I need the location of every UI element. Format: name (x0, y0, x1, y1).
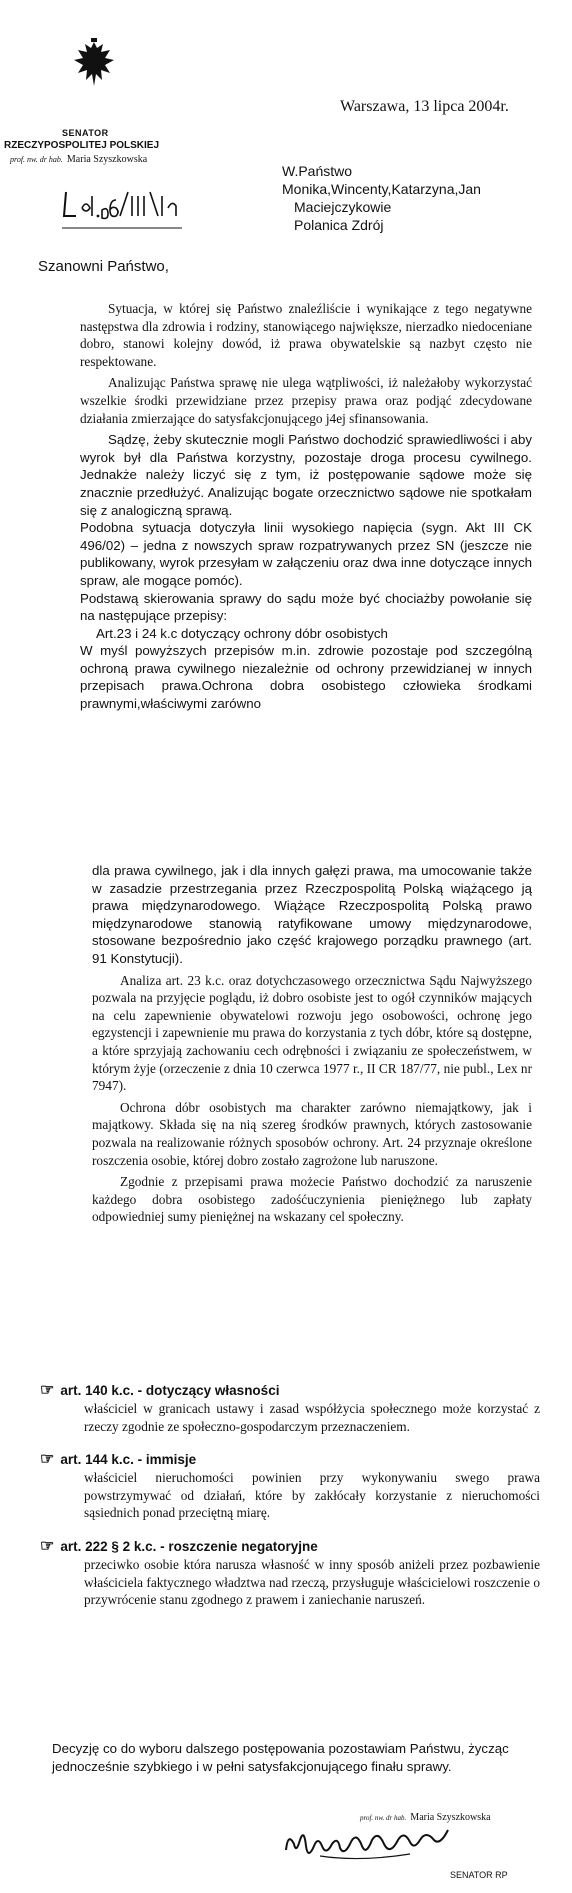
signature-role: SENATOR RP (450, 1870, 508, 1880)
sender-name-text: Maria Szyszkowska (66, 154, 148, 165)
article-text: przeciwko osobie która narusza własność w inny sposób aniżeli przez pozbawienie właściciela faktycznego władztwa nad rzeczą, przysługuje właścicielowi roszczenie o przywrócenie stanu zgodnego z prawem i zaniechanie naruszeń. (84, 1556, 540, 1608)
article-heading: ☞ art. 140 k.c. - dotyczący własności (40, 1382, 280, 1399)
paragraph-4: Podobna sytuacja dotyczyła linii wysokiego napięcia (sygn. Akt III CK 496/02) – jedna z nowszych spraw rozpatrywanych przez SN (jeszcze nie publikowany, wyrok przesyłam w załączeniu oraz dwa inne dotyczące innych spraw, ale mogące pomóc). (80, 520, 532, 588)
paragraph-1: Sytuacja, w której się Państwo znaleźliście i wynikające z tego negatywne następstwa dla zdrowia i rodziny, stanowiącego największe, nierzadko niedoceniane dobro, stanowi kolejny dowód, iż prawa obywatelskie są nazbyt często nie respektowane. (80, 301, 532, 369)
article-item (40, 1536, 540, 1609)
paragraph-2: Analizując Państwa sprawę nie ulega wątpliwości, iż należałoby wykorzystać wszelkie środki przewidziane przez przepisy prawa oraz podjąć zdecydowane działania zmierzające do satysfakcjonującego j4ej sfinansowania. (80, 375, 532, 426)
article-heading: ☞ art. 144 k.c. - immisje (40, 1451, 197, 1469)
signature-title: prof. nw. dr hab. (360, 1814, 407, 1822)
article-item (40, 1449, 540, 1522)
reference-number-handwritten (62, 186, 192, 238)
article-text: właściciel w granicach ustawy i zasad współżycia społecznego może korzystać z rzeczy zgodnie ze społeczno-gospodarczym przeznaczeniem. (84, 1401, 540, 1434)
pointing-hand-icon: ☞ (40, 1382, 55, 1399)
paragraph-9: Ochrona dóbr osobistych ma charakter zarówno niemajątkowy, jak i majątkowy. Składa się na nią szereg środków prawnych, których zastosowanie pozwala na realizowanie różnych sposobów ochrony. Art. 24 przyznaje określone roszczenia osobie, której dobro zostało zagrożone lub naruszone. (92, 1099, 532, 1168)
recipient-line-2: Monika,Wincenty,Katarzyna,Jan (282, 181, 481, 197)
recipient-line-4: Polanica Zdrój (294, 217, 384, 233)
salutation: Szanowni Państwo, (38, 258, 169, 275)
recipient-line-3: Maciejczykowie (294, 199, 392, 215)
article-item (40, 1380, 540, 1435)
closing-paragraph: Decyzję co do wyboru dalszego postępowania pozostawiam Państwu, życząc jednocześnie szybkiego i w pełni satysfakcjonującego finału sprawy. (52, 1741, 509, 1774)
paragraph-7a: W myśl powyższych przepisów m.in. zdrowie pozostaje pod szczególną ochroną prawa cywilnego niezależnie od ochrony przewidzianej w innych przepisach prawa.Ochrona dobra osobistego człowieka środkami prawnymi,właściwymi zarówno (80, 643, 532, 712)
pointing-hand-icon: ☞ (40, 1451, 55, 1469)
signature-name: Maria Szyszkowska (410, 1812, 491, 1823)
pointing-hand-icon: ☞ (40, 1537, 55, 1555)
sender-title: prof. nw. dr hab. (10, 155, 63, 164)
recipient-line-1: W.Państwo (282, 163, 353, 179)
letter-body-part1 (80, 300, 532, 713)
paragraph-8: Analiza art. 23 k.c. oraz dotychczasowego orzecznictwa Sądu Najwyższego pozwala na przyjęcie poglądu, iż dobro osobiste jest to ogół czynników mających na celu zapewnienie obywatelowi rozwoju jego osobowości, ochronę jego egzystencji i zapewnienie mu prawa do korzystania z tych dóbr, które są dostępne, a które sprzyjają zachowaniu cech odrębności i związaniu ze społeczeństwem, w którym żyje (orzeczenie z dnia 10 czerwca 1977 r., II CR 187/77, nie publ., Lex nr 7947). (92, 972, 532, 1094)
paragraph-7b: dla prawa cywilnego, jak i dla innych gałęzi prawa, ma umocowanie także w zasadzie przestrzegania przez Rzeczpospolitą Polską wiążącego ją prawa międzynarodowego. Wiążące Rzeczpospolitą Polską prawo międzynarodowe stanowią ratyfikowane umowy międzynarodowe, stosowane bezpośrednio jako część krajowego porządku prawnego (art. 91 Konstytucji). (92, 863, 532, 966)
date-line: Warszawa, 13 lipca 2004r. (340, 98, 509, 115)
paragraph-10: Zgodnie z przepisami prawa możecie Państwo dochodzić za naruszenie każdego dobra osobistego zadośćuczynienia pieniężnego lub zapłaty odpowiedniej sumy pieniężnej na wskazany cel społeczny. (92, 1174, 532, 1225)
republic-label: RZECZYPOSPOLITEJ POLSKIEJ (4, 140, 160, 151)
article-text: właściciel nieruchomości powinien przy wykonywaniu swego prawa powstrzymywać od działań, które by zakłócały korzystanie z nieruchomości sąsiednich ponad przeciętną miarę. (84, 1470, 540, 1521)
paragraph-3: Sądzę, żeby skutecznie mogli Państwo dochodzić sprawiedliwości i aby wyrok był dla Państwa korzystny, pozostaje droga procesu cywilnego. Jednakże należy liczyć się z tym, iż postępowanie sądowe może się znacznie przedłużyć. Analizując bogate orzecznictwo sądowe nie spotkałam się z analogiczną sprawą. (80, 432, 532, 518)
recipient-block (282, 162, 481, 234)
sender-name (10, 154, 147, 165)
senator-label: SENATOR (62, 128, 109, 138)
letter-body-part2 (92, 862, 532, 1226)
paragraph-5: Podstawą skierowania sprawy do sądu może być chociażby powołanie się na następujące przepisy: (80, 590, 532, 624)
handwritten-signature (280, 1820, 530, 1870)
article-heading: ☞ art. 222 § 2 k.c. - roszczenie negatoryjne (40, 1537, 318, 1555)
eagle-emblem-icon (72, 38, 116, 90)
paragraph-6: Art.23 i 24 k.c dotyczący ochrony dóbr osobistych (96, 625, 388, 641)
articles-list (40, 1380, 540, 1609)
